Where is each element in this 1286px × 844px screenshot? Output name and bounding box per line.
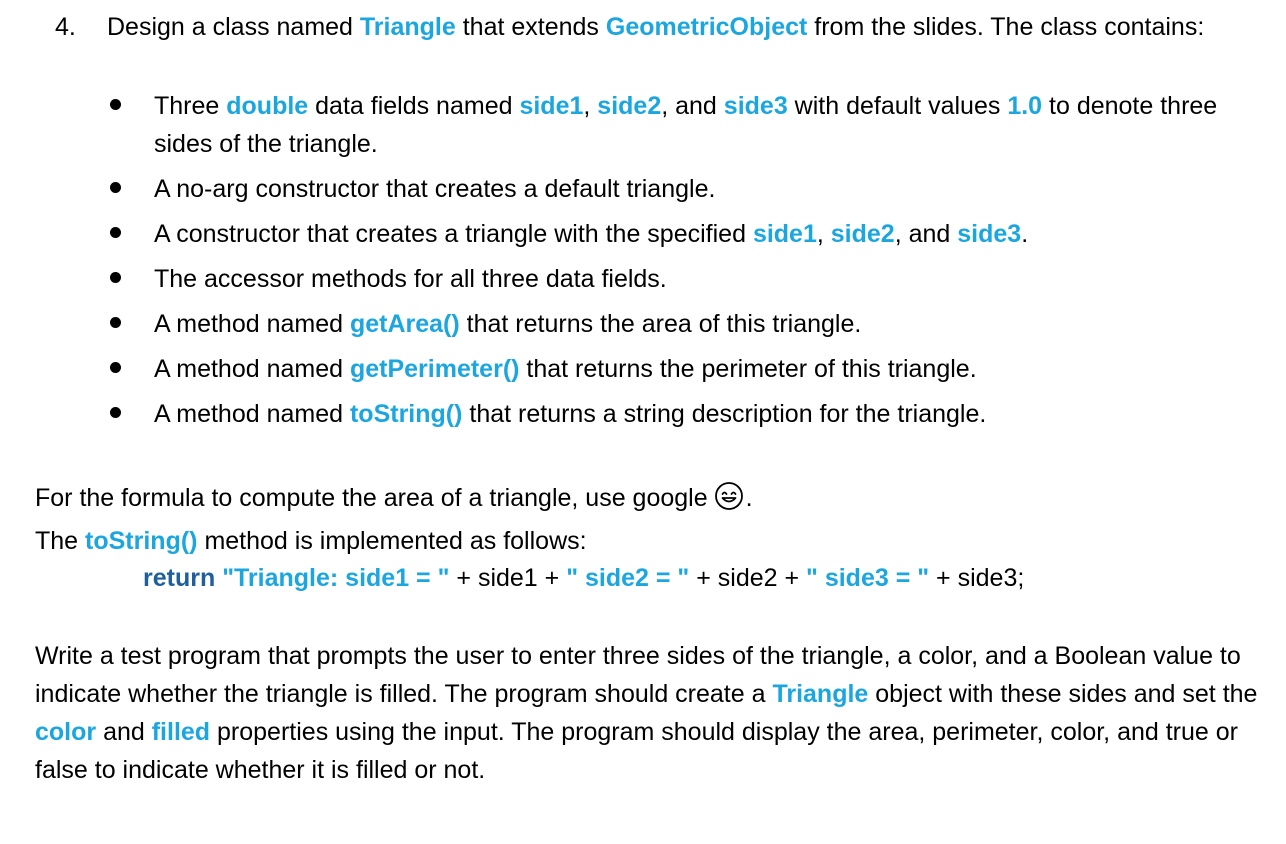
text-run: , and (894, 220, 958, 248)
bullet-icon (110, 182, 121, 193)
list-item (110, 305, 1240, 343)
highlighted-term: side2 (597, 92, 662, 120)
list-item-text (154, 92, 1217, 158)
tostring-line (35, 522, 1265, 560)
text-run: , (583, 92, 598, 120)
highlighted-term: double (226, 92, 309, 120)
list-item-text (154, 265, 667, 293)
text-run: . (1021, 220, 1029, 248)
text-run: Three (154, 92, 227, 120)
list-item (110, 87, 1240, 163)
bullet-icon (110, 272, 121, 283)
text-run: Design a class named (107, 13, 360, 41)
list-item (110, 215, 1240, 253)
highlighted-term: "Triangle: side1 = " (222, 564, 450, 592)
text-run: Write a test program that prompts the user to enter three sides of the triangle, a color, and a Boolean value to indicate whether the triangle is filled. The program should create a (35, 642, 1241, 708)
text-run: that extends (455, 13, 606, 41)
text-run: with default values (787, 92, 1008, 120)
text-run: + side3; (929, 564, 1025, 592)
highlighted-term: filled (151, 718, 211, 746)
list-item-text (154, 175, 715, 203)
highlighted-term: GeometricObject (605, 13, 808, 41)
test-program-paragraph (35, 637, 1265, 789)
text-run: and (96, 718, 152, 746)
list-item (110, 170, 1240, 208)
question-number: 4. (55, 13, 76, 41)
list-item-text (154, 220, 1028, 248)
highlighted-term: " side2 = " (566, 564, 690, 592)
highlighted-term: side1 (752, 220, 817, 248)
highlighted-term: getArea() (349, 310, 460, 338)
formula-paragraph (35, 479, 1265, 560)
text-run: method is implemented as follows: (197, 527, 587, 555)
text-run: that returns a string description for the triangle. (462, 400, 987, 428)
question-intro (107, 8, 1265, 46)
bullet-icon (110, 362, 121, 373)
text-run: A method named (154, 355, 350, 383)
text-run: A no-arg constructor that creates a default triangle. (154, 175, 716, 203)
formula-text: For the formula to compute the area of a triangle, use google (35, 484, 708, 512)
text-run: A constructor that creates a triangle with the specified (154, 220, 753, 248)
highlighted-term: color (35, 718, 97, 746)
text-run: , and (661, 92, 724, 120)
text-run: A method named (154, 400, 350, 428)
text-run: that returns the perimeter of this triangle. (519, 355, 977, 383)
highlighted-term: side3 (957, 220, 1022, 248)
list-item (110, 260, 1240, 298)
list-item (110, 350, 1240, 388)
highlighted-term: side3 (723, 92, 788, 120)
highlighted-term: 1.0 (1007, 92, 1043, 120)
highlighted-term: toString() (85, 527, 198, 555)
highlighted-term: " side3 = " (806, 564, 930, 592)
text-run: object with these sides and set the (868, 680, 1258, 708)
text-run: + side1 + (449, 564, 567, 592)
code-keyword: return (143, 564, 216, 592)
smiling-face-icon (714, 481, 744, 522)
text-run: The (35, 527, 86, 555)
text-run: A method named (154, 310, 350, 338)
formula-period: . (745, 484, 753, 512)
list-item-text (154, 355, 977, 383)
highlighted-term: side2 (830, 220, 895, 248)
question-heading (55, 8, 1265, 46)
highlighted-term: toString() (349, 400, 463, 428)
code-snippet (143, 559, 1024, 597)
text-run: data fields named (308, 92, 520, 120)
highlighted-term: side1 (519, 92, 584, 120)
text-run: that returns the area of this triangle. (459, 310, 862, 338)
list-item-text (154, 400, 986, 428)
bullet-icon (110, 99, 121, 110)
text-run: from the slides. The class contains: (807, 13, 1205, 41)
list-item (110, 395, 1240, 433)
highlighted-term: getPerimeter() (349, 355, 520, 383)
formula-line (35, 479, 1265, 522)
text-run: + side2 + (689, 564, 807, 592)
text-run: to denote three sides of the triangle. (154, 92, 1218, 158)
highlighted-term: Triangle (359, 13, 456, 41)
list-item-text (154, 310, 861, 338)
highlighted-term: Triangle (772, 680, 869, 708)
text-run: , (816, 220, 831, 248)
bullet-icon (110, 407, 121, 418)
bullet-icon (110, 317, 121, 328)
requirements-list (110, 87, 1240, 440)
text-run: The accessor methods for all three data fields. (154, 265, 667, 293)
text-run: properties using the input. The program should display the area, perimeter, color, and true or false to indicate whether it is filled or not. (35, 718, 1238, 784)
bullet-icon (110, 227, 121, 238)
